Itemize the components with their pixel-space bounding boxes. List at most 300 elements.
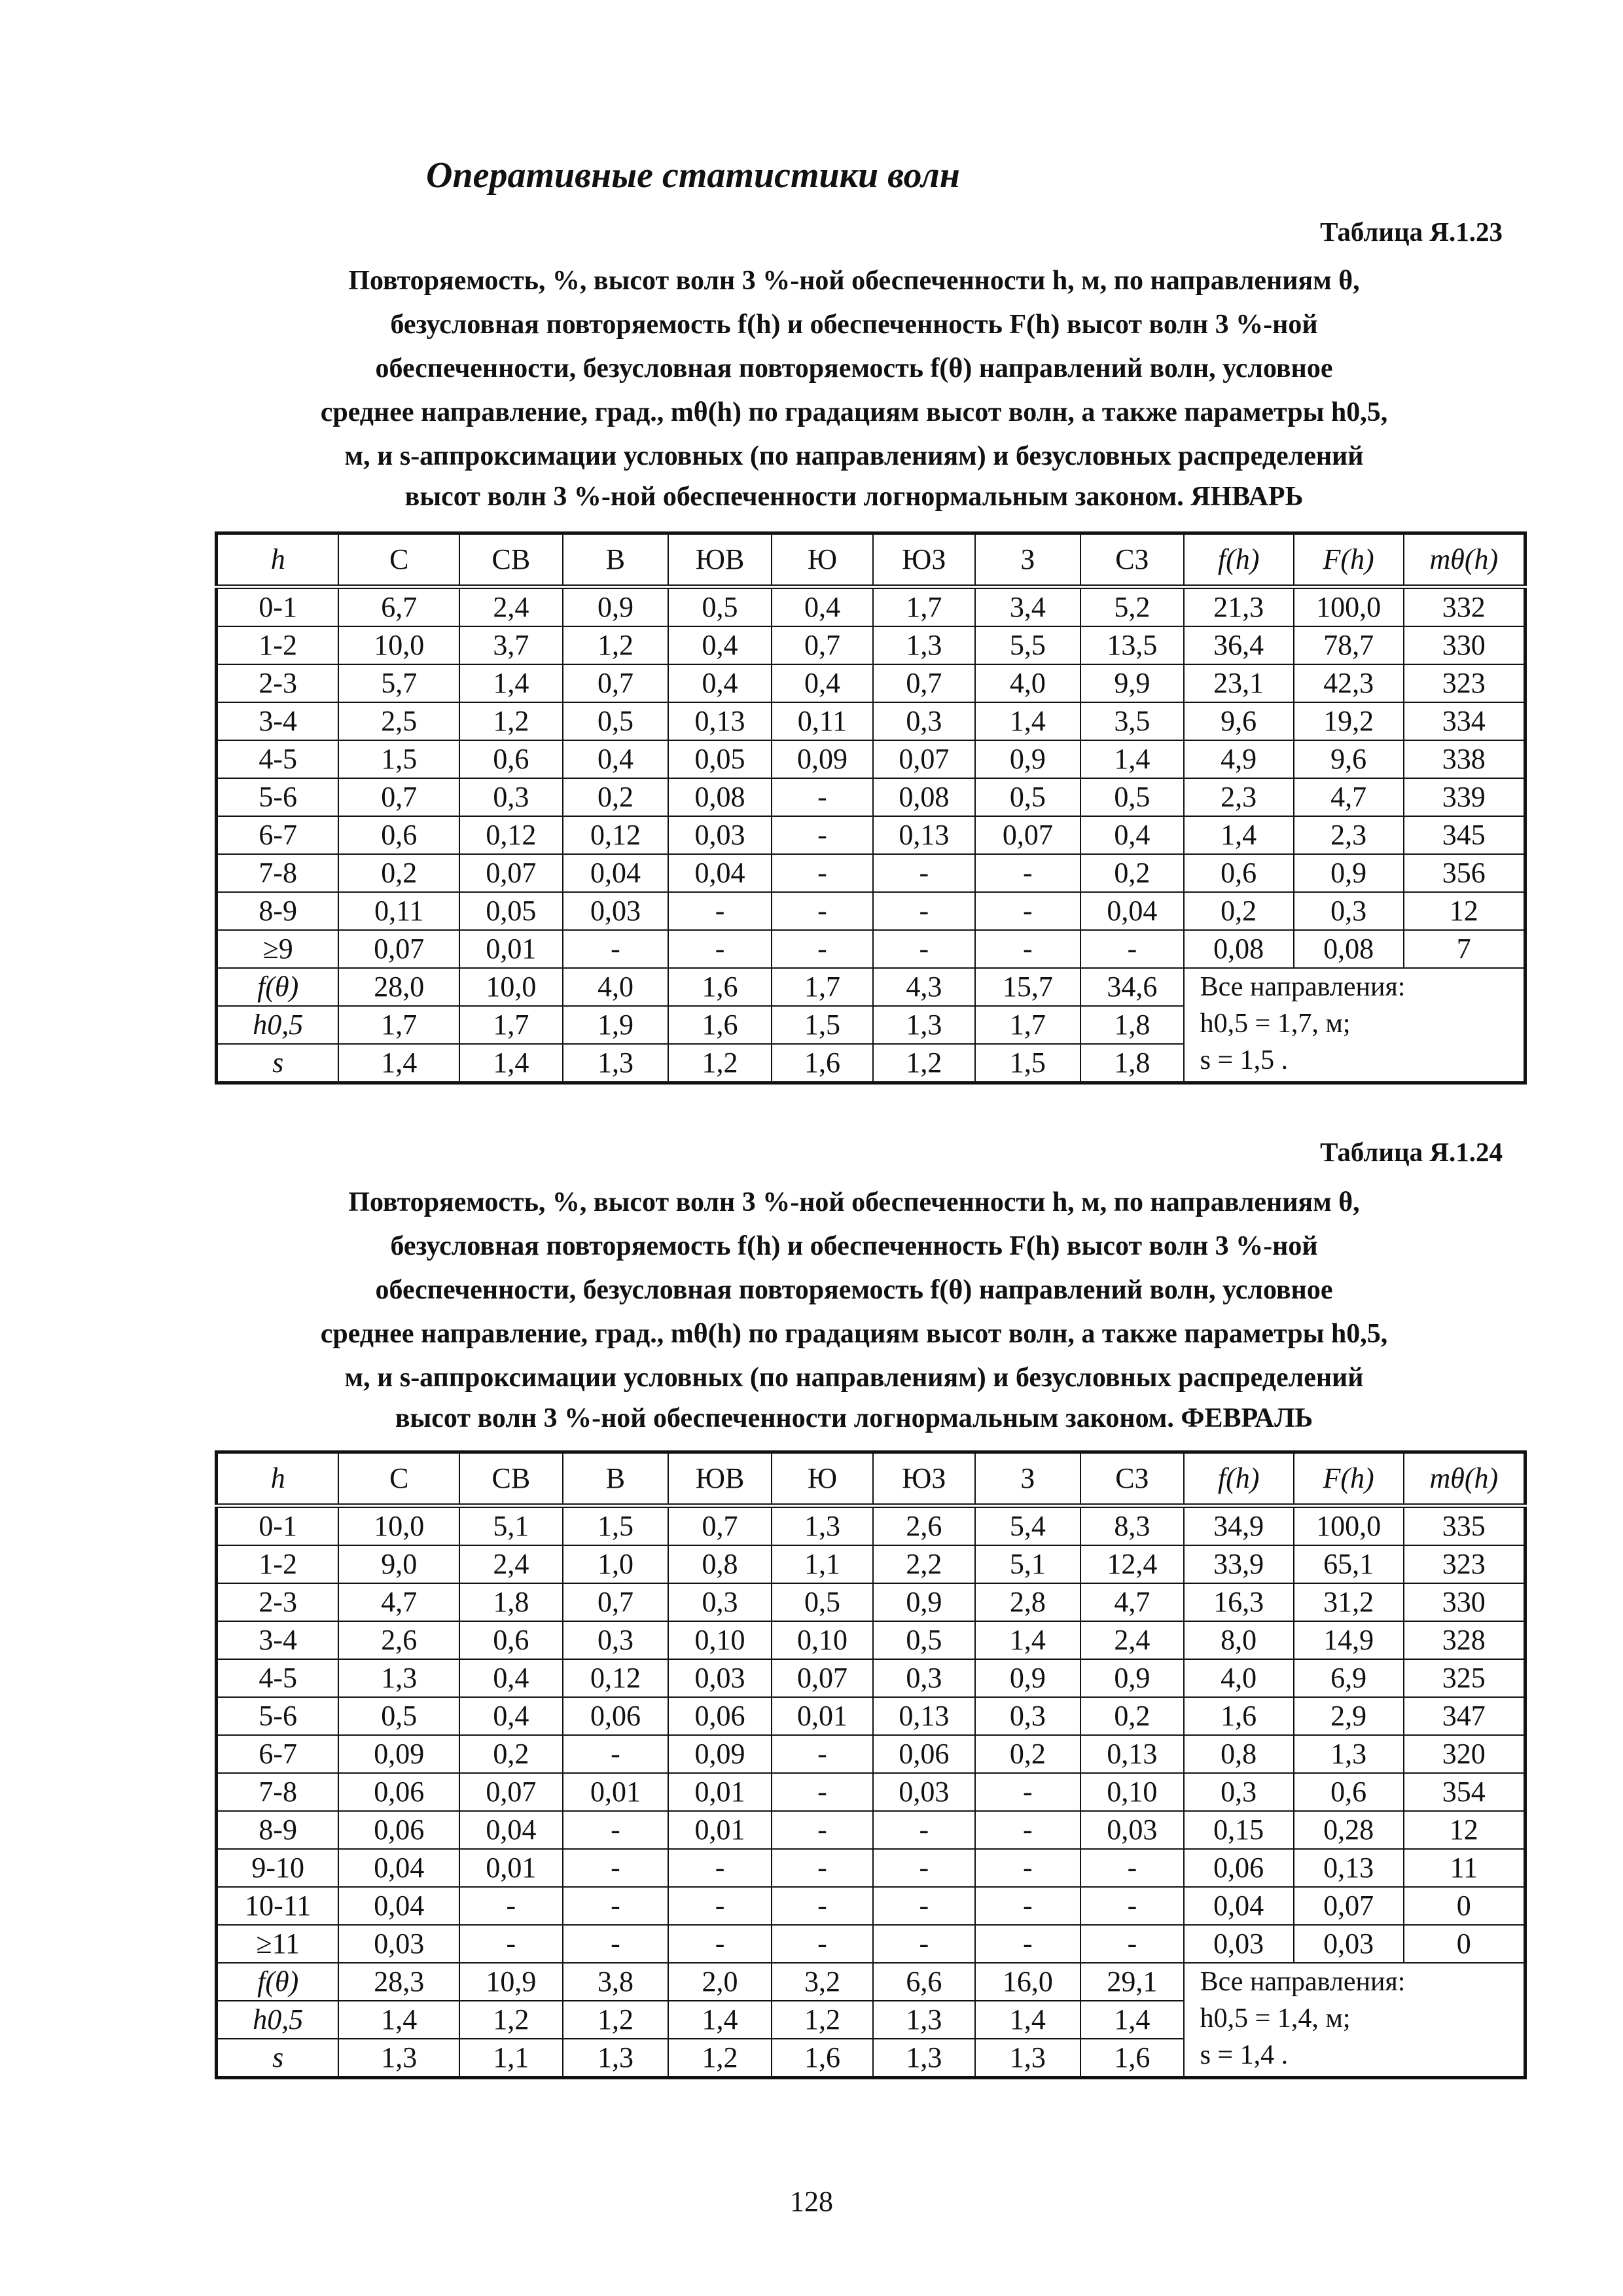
value-cell: 0,3 xyxy=(873,1659,974,1697)
summary-value-cell: 1,3 xyxy=(563,1044,669,1083)
summary-value-cell: 1,5 xyxy=(772,1006,873,1044)
value-cell: - xyxy=(772,1811,873,1849)
summary-value-cell: 34,6 xyxy=(1080,968,1183,1006)
value-cell: - xyxy=(772,816,873,854)
value-cell: 4,7 xyxy=(1294,778,1404,816)
value-cell: 12 xyxy=(1404,1811,1525,1849)
column-header: f(h) xyxy=(1184,1452,1294,1506)
value-cell: - xyxy=(975,1773,1081,1811)
value-cell: 0,28 xyxy=(1294,1811,1404,1849)
value-cell: - xyxy=(772,1887,873,1925)
height-range-cell: 0-1 xyxy=(217,1506,339,1546)
value-cell: - xyxy=(873,892,974,930)
value-cell: 0,13 xyxy=(1294,1849,1404,1887)
column-header: ЮВ xyxy=(668,533,771,587)
height-range-cell: 1-2 xyxy=(217,1545,339,1583)
value-cell: 0,5 xyxy=(668,587,771,627)
summary-value-cell: 1,6 xyxy=(1080,2039,1183,2078)
column-header: Ю xyxy=(772,1452,873,1506)
value-cell: 0,3 xyxy=(873,702,974,740)
value-cell: 1,4 xyxy=(975,1621,1081,1659)
value-cell: 2,4 xyxy=(1080,1621,1183,1659)
value-cell: 1,4 xyxy=(459,664,562,702)
value-cell: 0,01 xyxy=(668,1811,771,1849)
value-cell: 0,04 xyxy=(668,854,771,892)
summary-value-cell: 1,2 xyxy=(668,1044,771,1083)
value-cell: 1,3 xyxy=(338,1659,459,1697)
value-cell: 34,9 xyxy=(1184,1506,1294,1546)
value-cell: 0,03 xyxy=(1294,1925,1404,1963)
value-cell: 0,15 xyxy=(1184,1811,1294,1849)
value-cell: 36,4 xyxy=(1184,626,1294,664)
table-row xyxy=(217,1583,1525,1621)
value-cell: 10,0 xyxy=(338,1506,459,1546)
value-cell: 0,13 xyxy=(668,702,771,740)
column-header: Ю xyxy=(772,533,873,587)
value-cell: 10,0 xyxy=(338,626,459,664)
value-cell: - xyxy=(668,1887,771,1925)
table-label-1: Таблица Я.1.23 xyxy=(1320,217,1503,247)
value-cell: 332 xyxy=(1404,587,1525,627)
table-row xyxy=(217,1925,1525,1963)
value-cell: 0,3 xyxy=(1294,892,1404,930)
value-cell: 4,7 xyxy=(1080,1583,1183,1621)
section-title: Оперативные статистики волн xyxy=(426,155,960,196)
value-cell: 1,3 xyxy=(772,1506,873,1546)
table-row xyxy=(217,740,1525,778)
column-header: h xyxy=(217,1452,339,1506)
column-header: ЮЗ xyxy=(873,1452,974,1506)
value-cell: - xyxy=(668,930,771,968)
summary-value-cell: 4,3 xyxy=(873,968,974,1006)
value-cell: - xyxy=(1080,930,1183,968)
value-cell: 3,7 xyxy=(459,626,562,664)
summary-label-cell: s xyxy=(217,2039,339,2078)
value-cell: 0,8 xyxy=(1184,1735,1294,1773)
all-directions-note xyxy=(1184,968,1525,1083)
value-cell: 0,3 xyxy=(563,1621,669,1659)
value-cell: 0,04 xyxy=(338,1849,459,1887)
value-cell: 0,04 xyxy=(1184,1887,1294,1925)
value-cell: 0,6 xyxy=(1294,1773,1404,1811)
value-cell: 5,5 xyxy=(975,626,1081,664)
value-cell: 100,0 xyxy=(1294,587,1404,627)
value-cell: 2,9 xyxy=(1294,1697,1404,1735)
value-cell: - xyxy=(1080,1925,1183,1963)
height-range-cell: 9-10 xyxy=(217,1849,339,1887)
value-cell: 5,4 xyxy=(975,1506,1081,1546)
table-row xyxy=(217,816,1525,854)
value-cell: 0,08 xyxy=(1294,930,1404,968)
value-cell: 323 xyxy=(1404,664,1525,702)
table-row xyxy=(217,1506,1525,1546)
value-cell: 0,12 xyxy=(459,816,562,854)
column-header: mθ(h) xyxy=(1404,1452,1525,1506)
summary-row xyxy=(217,968,1525,1006)
summary-value-cell: 15,7 xyxy=(975,968,1081,1006)
summary-value-cell: 10,0 xyxy=(459,968,562,1006)
summary-value-cell: 1,6 xyxy=(668,968,771,1006)
value-cell: 78,7 xyxy=(1294,626,1404,664)
value-cell: 16,3 xyxy=(1184,1583,1294,1621)
value-cell: 1,2 xyxy=(563,626,669,664)
value-cell: 0,11 xyxy=(772,702,873,740)
height-range-cell: 5-6 xyxy=(217,778,339,816)
value-cell: 0,03 xyxy=(668,1659,771,1697)
value-cell: - xyxy=(975,854,1081,892)
value-cell: 0,04 xyxy=(1080,892,1183,930)
summary-value-cell: 1,7 xyxy=(459,1006,562,1044)
value-cell: 1,5 xyxy=(563,1506,669,1546)
column-header: ЮЗ xyxy=(873,533,974,587)
table-row xyxy=(217,1545,1525,1583)
column-header: h xyxy=(217,533,339,587)
value-cell: 42,3 xyxy=(1294,664,1404,702)
value-cell: 9,9 xyxy=(1080,664,1183,702)
value-cell: 2,3 xyxy=(1184,778,1294,816)
summary-value-cell: 1,9 xyxy=(563,1006,669,1044)
summary-value-cell: 1,6 xyxy=(772,1044,873,1083)
value-cell: 0,07 xyxy=(1294,1887,1404,1925)
caption-line: Повторяемость, %, высот волн 3 %-ной обеспеченности h, м, по направлениям θ, xyxy=(348,1187,1360,1217)
value-cell: 2,5 xyxy=(338,702,459,740)
value-cell: 354 xyxy=(1404,1773,1525,1811)
value-cell: 1,5 xyxy=(338,740,459,778)
value-cell: 1,1 xyxy=(772,1545,873,1583)
summary-value-cell: 1,2 xyxy=(668,2039,771,2078)
value-cell: 0,2 xyxy=(563,778,669,816)
value-cell: 0,2 xyxy=(1184,892,1294,930)
summary-value-cell: 29,1 xyxy=(1080,1963,1183,2001)
value-cell: 0,01 xyxy=(668,1773,771,1811)
value-cell: 0,9 xyxy=(975,1659,1081,1697)
value-cell: 345 xyxy=(1404,816,1525,854)
value-cell: 338 xyxy=(1404,740,1525,778)
height-range-cell: 8-9 xyxy=(217,1811,339,1849)
value-cell: 0,13 xyxy=(873,1697,974,1735)
value-cell: - xyxy=(668,892,771,930)
summary-value-cell: 10,9 xyxy=(459,1963,562,2001)
column-header: В xyxy=(563,533,669,587)
value-cell: - xyxy=(563,1811,669,1849)
value-cell: 0,06 xyxy=(1184,1849,1294,1887)
table-row xyxy=(217,1621,1525,1659)
value-cell: 0,4 xyxy=(459,1659,562,1697)
value-cell: 21,3 xyxy=(1184,587,1294,627)
summary-value-cell: 1,2 xyxy=(772,2001,873,2039)
value-cell: 19,2 xyxy=(1294,702,1404,740)
table-row xyxy=(217,1887,1525,1925)
value-cell: 0,7 xyxy=(772,626,873,664)
column-header: F(h) xyxy=(1294,1452,1404,1506)
value-cell: 0,07 xyxy=(873,740,974,778)
value-cell: 5,7 xyxy=(338,664,459,702)
value-cell: 0 xyxy=(1404,1925,1525,1963)
summary-value-cell: 1,3 xyxy=(563,2039,669,2078)
summary-value-cell: 2,0 xyxy=(668,1963,771,2001)
value-cell: 2,4 xyxy=(459,587,562,627)
summary-value-cell: 1,4 xyxy=(338,2001,459,2039)
table-row xyxy=(217,930,1525,968)
column-header: З xyxy=(975,1452,1081,1506)
value-cell: 0,09 xyxy=(338,1735,459,1773)
caption-line: среднее направление, град., mθ(h) по градациям высот волн, а также параметры h0,5, xyxy=(320,1319,1388,1349)
value-cell: 356 xyxy=(1404,854,1525,892)
height-range-cell: 5-6 xyxy=(217,1697,339,1735)
column-header: С xyxy=(338,1452,459,1506)
value-cell: 12,4 xyxy=(1080,1545,1183,1583)
value-cell: 0,10 xyxy=(772,1621,873,1659)
column-header: СВ xyxy=(459,1452,562,1506)
value-cell: 0,9 xyxy=(1294,854,1404,892)
value-cell: 0,4 xyxy=(668,626,771,664)
table-caption-2 xyxy=(216,1181,1492,1437)
value-cell: 4,0 xyxy=(1184,1659,1294,1697)
height-range-cell: ≥9 xyxy=(217,930,339,968)
value-cell: 0,07 xyxy=(772,1659,873,1697)
height-range-cell: 4-5 xyxy=(217,740,339,778)
summary-value-cell: 28,3 xyxy=(338,1963,459,2001)
value-cell: 0,08 xyxy=(668,778,771,816)
column-header: СЗ xyxy=(1080,533,1183,587)
height-range-cell: 1-2 xyxy=(217,626,339,664)
height-range-cell: 8-9 xyxy=(217,892,339,930)
value-cell: 0,06 xyxy=(338,1811,459,1849)
value-cell: 0,07 xyxy=(975,816,1081,854)
value-cell: 2,8 xyxy=(975,1583,1081,1621)
column-header: СЗ xyxy=(1080,1452,1183,1506)
value-cell: 0,01 xyxy=(459,930,562,968)
column-header: С xyxy=(338,533,459,587)
wave-table-january xyxy=(215,531,1527,1085)
height-range-cell: 4-5 xyxy=(217,1659,339,1697)
height-range-cell: 0-1 xyxy=(217,587,339,627)
value-cell: 0,08 xyxy=(873,778,974,816)
value-cell: 5,2 xyxy=(1080,587,1183,627)
summary-value-cell: 1,3 xyxy=(873,1006,974,1044)
caption-line: безусловная повторяемость f(h) и обеспеченность F(h) высот волн 3 %-ной xyxy=(390,310,1318,340)
summary-value-cell: 6,6 xyxy=(873,1963,974,2001)
value-cell: - xyxy=(975,1887,1081,1925)
value-cell: 325 xyxy=(1404,1659,1525,1697)
value-cell: 0,13 xyxy=(873,816,974,854)
value-cell: 0,7 xyxy=(563,664,669,702)
value-cell: - xyxy=(873,1849,974,1887)
value-cell: 9,6 xyxy=(1184,702,1294,740)
value-cell: 0,8 xyxy=(668,1545,771,1583)
value-cell: 33,9 xyxy=(1184,1545,1294,1583)
value-cell: 0,03 xyxy=(563,892,669,930)
value-cell: 3,5 xyxy=(1080,702,1183,740)
value-cell: 1,0 xyxy=(563,1545,669,1583)
height-range-cell: 2-3 xyxy=(217,1583,339,1621)
note-line: h0,5 = 1,4, м; xyxy=(1200,2003,1351,2034)
caption-line: обеспеченности, безусловная повторяемость f(θ) направлений волн, условное xyxy=(375,353,1333,384)
value-cell: - xyxy=(563,930,669,968)
value-cell: 1,3 xyxy=(1294,1735,1404,1773)
value-cell: 320 xyxy=(1404,1735,1525,1773)
value-cell: 0,03 xyxy=(1080,1811,1183,1849)
value-cell: 0,2 xyxy=(459,1735,562,1773)
value-cell: - xyxy=(459,1887,562,1925)
summary-value-cell: 1,3 xyxy=(873,2039,974,2078)
page-number: 128 xyxy=(790,2185,833,2217)
value-cell: 0,2 xyxy=(1080,854,1183,892)
value-cell: 0,06 xyxy=(338,1773,459,1811)
value-cell: 0,4 xyxy=(772,664,873,702)
summary-value-cell: 1,1 xyxy=(459,2039,562,2078)
value-cell: 1,3 xyxy=(873,626,974,664)
value-cell: 0,04 xyxy=(459,1811,562,1849)
value-cell: 0,3 xyxy=(668,1583,771,1621)
summary-value-cell: 1,4 xyxy=(1080,2001,1183,2039)
summary-value-cell: 1,6 xyxy=(668,1006,771,1044)
table-row xyxy=(217,626,1525,664)
summary-value-cell: 1,4 xyxy=(668,2001,771,2039)
value-cell: 31,2 xyxy=(1294,1583,1404,1621)
column-header: mθ(h) xyxy=(1404,533,1525,587)
value-cell: 0,03 xyxy=(668,816,771,854)
height-range-cell: 7-8 xyxy=(217,854,339,892)
note-line: s = 1,5 . xyxy=(1200,1045,1289,1075)
summary-value-cell: 4,0 xyxy=(563,968,669,1006)
value-cell: - xyxy=(772,778,873,816)
table-row xyxy=(217,1735,1525,1773)
value-cell: 7 xyxy=(1404,930,1525,968)
height-range-cell: ≥11 xyxy=(217,1925,339,1963)
table-row xyxy=(217,892,1525,930)
header-row xyxy=(217,1452,1525,1506)
height-range-cell: 6-7 xyxy=(217,816,339,854)
value-cell: 328 xyxy=(1404,1621,1525,1659)
note-line: h0,5 = 1,7, м; xyxy=(1200,1009,1351,1039)
height-range-cell: 7-8 xyxy=(217,1773,339,1811)
value-cell: 5,1 xyxy=(975,1545,1081,1583)
summary-value-cell: 28,0 xyxy=(338,968,459,1006)
value-cell: 0,04 xyxy=(338,1887,459,1925)
value-cell: 0,03 xyxy=(873,1773,974,1811)
value-cell: - xyxy=(563,1925,669,1963)
table-row xyxy=(217,1697,1525,1735)
value-cell: 323 xyxy=(1404,1545,1525,1583)
column-header: F(h) xyxy=(1294,533,1404,587)
value-cell: 0,6 xyxy=(459,740,562,778)
summary-row xyxy=(217,1963,1525,2001)
value-cell: 0,9 xyxy=(1080,1659,1183,1697)
value-cell: 0,2 xyxy=(338,854,459,892)
summary-label-cell: h0,5 xyxy=(217,2001,339,2039)
value-cell: 0,12 xyxy=(563,1659,669,1697)
value-cell: 1,6 xyxy=(1184,1697,1294,1735)
value-cell: - xyxy=(563,1735,669,1773)
value-cell: 330 xyxy=(1404,1583,1525,1621)
header-row xyxy=(217,533,1525,587)
value-cell: - xyxy=(1080,1849,1183,1887)
summary-value-cell: 1,4 xyxy=(975,2001,1081,2039)
value-cell: 14,9 xyxy=(1294,1621,1404,1659)
caption-line: высот волн 3 %-ной обеспеченности логнормальным законом. ФЕВРАЛЬ xyxy=(395,1403,1313,1433)
value-cell: - xyxy=(668,1849,771,1887)
value-cell: 0,5 xyxy=(563,702,669,740)
value-cell: - xyxy=(772,1849,873,1887)
value-cell: 0,09 xyxy=(668,1735,771,1773)
table-row xyxy=(217,778,1525,816)
value-cell: 0,9 xyxy=(563,587,669,627)
value-cell: 0,7 xyxy=(873,664,974,702)
caption-line: Повторяемость, %, высот волн 3 %-ной обеспеченности h, м, по направлениям θ, xyxy=(348,266,1360,296)
value-cell: - xyxy=(975,930,1081,968)
summary-value-cell: 1,3 xyxy=(338,2039,459,2078)
value-cell: 1,8 xyxy=(459,1583,562,1621)
column-header: ЮВ xyxy=(668,1452,771,1506)
value-cell: - xyxy=(975,1849,1081,1887)
summary-value-cell: 1,6 xyxy=(772,2039,873,2078)
value-cell: 0,4 xyxy=(772,587,873,627)
value-cell: - xyxy=(873,1887,974,1925)
value-cell: 0,7 xyxy=(563,1583,669,1621)
value-cell: - xyxy=(1080,1887,1183,1925)
value-cell: - xyxy=(668,1925,771,1963)
value-cell: 0,3 xyxy=(1184,1773,1294,1811)
value-cell: 1,4 xyxy=(1080,740,1183,778)
value-cell: 0,07 xyxy=(459,1773,562,1811)
value-cell: 0,5 xyxy=(975,778,1081,816)
value-cell: 335 xyxy=(1404,1506,1525,1546)
summary-label-cell: f(θ) xyxy=(217,968,339,1006)
value-cell: 0,2 xyxy=(1080,1697,1183,1735)
summary-value-cell: 1,8 xyxy=(1080,1006,1183,1044)
value-cell: 0,05 xyxy=(459,892,562,930)
value-cell: 0,3 xyxy=(975,1697,1081,1735)
value-cell: 0,5 xyxy=(338,1697,459,1735)
value-cell: 0 xyxy=(1404,1887,1525,1925)
value-cell: 0,03 xyxy=(1184,1925,1294,1963)
height-range-cell: 6-7 xyxy=(217,1735,339,1773)
value-cell: 0,04 xyxy=(563,854,669,892)
value-cell: - xyxy=(772,854,873,892)
value-cell: 0,10 xyxy=(668,1621,771,1659)
value-cell: - xyxy=(975,1925,1081,1963)
value-cell: 330 xyxy=(1404,626,1525,664)
caption-line: м, и s-аппроксимации условных (по направлениям) и безусловных распределений xyxy=(344,1363,1364,1393)
summary-value-cell: 1,3 xyxy=(873,2001,974,2039)
value-cell: 334 xyxy=(1404,702,1525,740)
table-row xyxy=(217,664,1525,702)
value-cell: 23,1 xyxy=(1184,664,1294,702)
summary-value-cell: 1,3 xyxy=(975,2039,1081,2078)
value-cell: 4,0 xyxy=(975,664,1081,702)
value-cell: - xyxy=(772,1925,873,1963)
value-cell: 5,1 xyxy=(459,1506,562,1546)
value-cell: 0,01 xyxy=(459,1849,562,1887)
value-cell: - xyxy=(873,1925,974,1963)
value-cell: - xyxy=(772,892,873,930)
value-cell: - xyxy=(873,854,974,892)
caption-line: м, и s-аппроксимации условных (по направлениям) и безусловных распределений xyxy=(344,441,1364,471)
value-cell: 1,4 xyxy=(1184,816,1294,854)
value-cell: 6,7 xyxy=(338,587,459,627)
value-cell: 8,0 xyxy=(1184,1621,1294,1659)
table-row xyxy=(217,1811,1525,1849)
value-cell: 0,01 xyxy=(563,1773,669,1811)
value-cell: 0,13 xyxy=(1080,1735,1183,1773)
table-label-2: Таблица Я.1.24 xyxy=(1320,1137,1503,1167)
value-cell: 339 xyxy=(1404,778,1525,816)
value-cell: 0,4 xyxy=(563,740,669,778)
value-cell: - xyxy=(975,1811,1081,1849)
column-header: СВ xyxy=(459,533,562,587)
value-cell: 0,4 xyxy=(668,664,771,702)
